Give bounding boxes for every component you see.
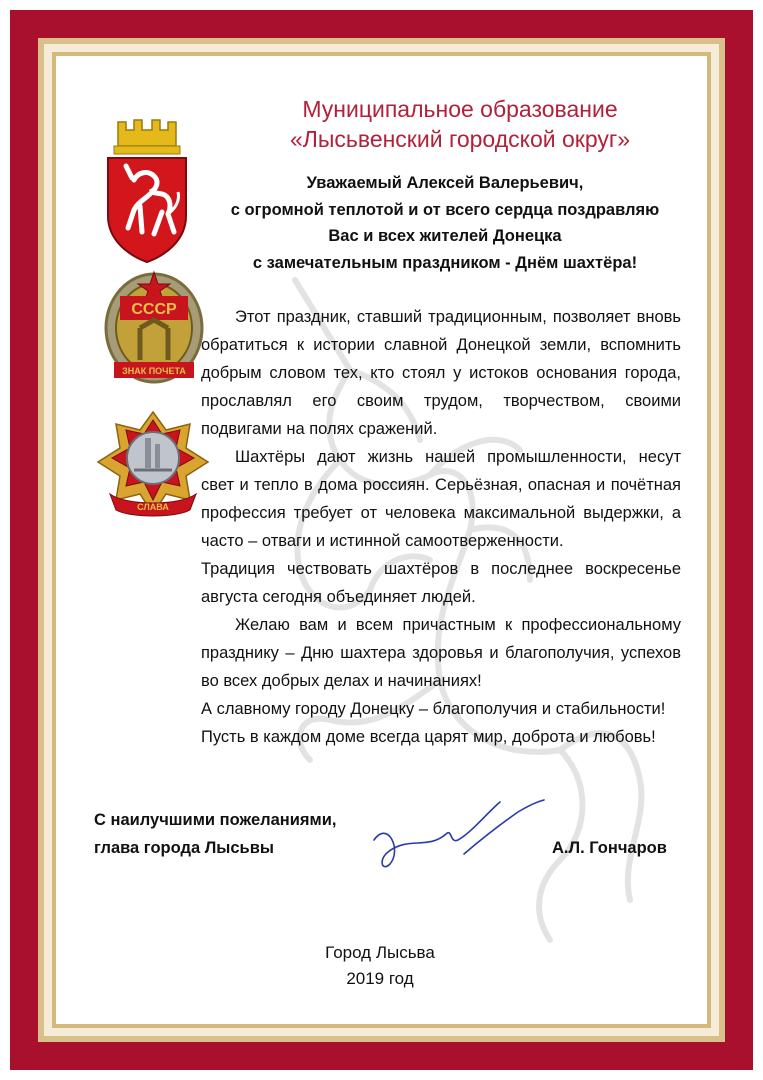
badge2-ribbon: СЛАВА <box>137 502 169 512</box>
body-paragraph: Пусть в каждом доме всегда царят мир, доброта и любовь! <box>201 728 656 746</box>
badge1-ribbon: ЗНАК ПОЧЕТА <box>122 366 186 376</box>
badge1-letters: СССР <box>131 301 177 318</box>
body-paragraph: Шахтёры дают жизнь нашей промышленности, несут свет и тепло в дома россиян. Серьёзная, опасная и почётная профессия требует от человека максимальной выдержки, а часто – отваги и истинной самоотверженности. <box>201 448 681 550</box>
coat-of-arms-icon <box>104 116 190 264</box>
greeting-block <box>210 170 680 276</box>
body-paragraph: Этот праздник, ставший традиционным, позволяет вновь обратиться к истории славной Донецкой земли, вспомнить добрым словом тех, кто стоял у истоков основания города, прославлял его своим трудом, творчеством, своими подвигами на полях сражений. <box>201 308 681 438</box>
heading-line-1: Муниципальное образование <box>302 96 618 122</box>
heading-line-2: «Лысьвенский городской округ» <box>289 126 631 152</box>
footer-city: Город Лысьва <box>325 943 435 962</box>
greeting-line: Вас и всех жителей Донецка <box>328 227 562 245</box>
body-paragraph: Желаю вам и всем причастным к профессиональному празднику – Дню шахтера здоровья и благополучия, успехов во всех добрых делах и начинаниях! <box>201 616 681 690</box>
greeting-line: с замечательным праздником - Днём шахтёра! <box>252 253 638 272</box>
body-paragraph: А славному городу Донецку – благополучия и стабильности! <box>201 700 666 718</box>
body-paragraph: Традиция чествовать шахтёров в последнее воскресенье августа сегодня объединяет людей. <box>201 560 681 606</box>
badge-of-honor-icon <box>98 268 210 386</box>
closing-line-1: С наилучшими пожеланиями, <box>94 811 337 829</box>
greeting-line: Уважаемый Алексей Валерьевич, <box>306 174 584 192</box>
footer-year: 2019 год <box>346 969 414 988</box>
closing-block <box>94 806 394 862</box>
signature-icon <box>368 790 548 880</box>
footer-block <box>260 940 500 992</box>
order-of-glory-icon <box>96 410 210 522</box>
greeting-line: с огромной теплотой и от всего сердца поздравляю <box>230 200 660 219</box>
municipality-heading <box>260 94 660 154</box>
letter-body <box>201 303 681 751</box>
signer-name: А.Л. Гончаров <box>552 839 667 857</box>
closing-line-2: глава города Лысьвы <box>94 839 274 857</box>
